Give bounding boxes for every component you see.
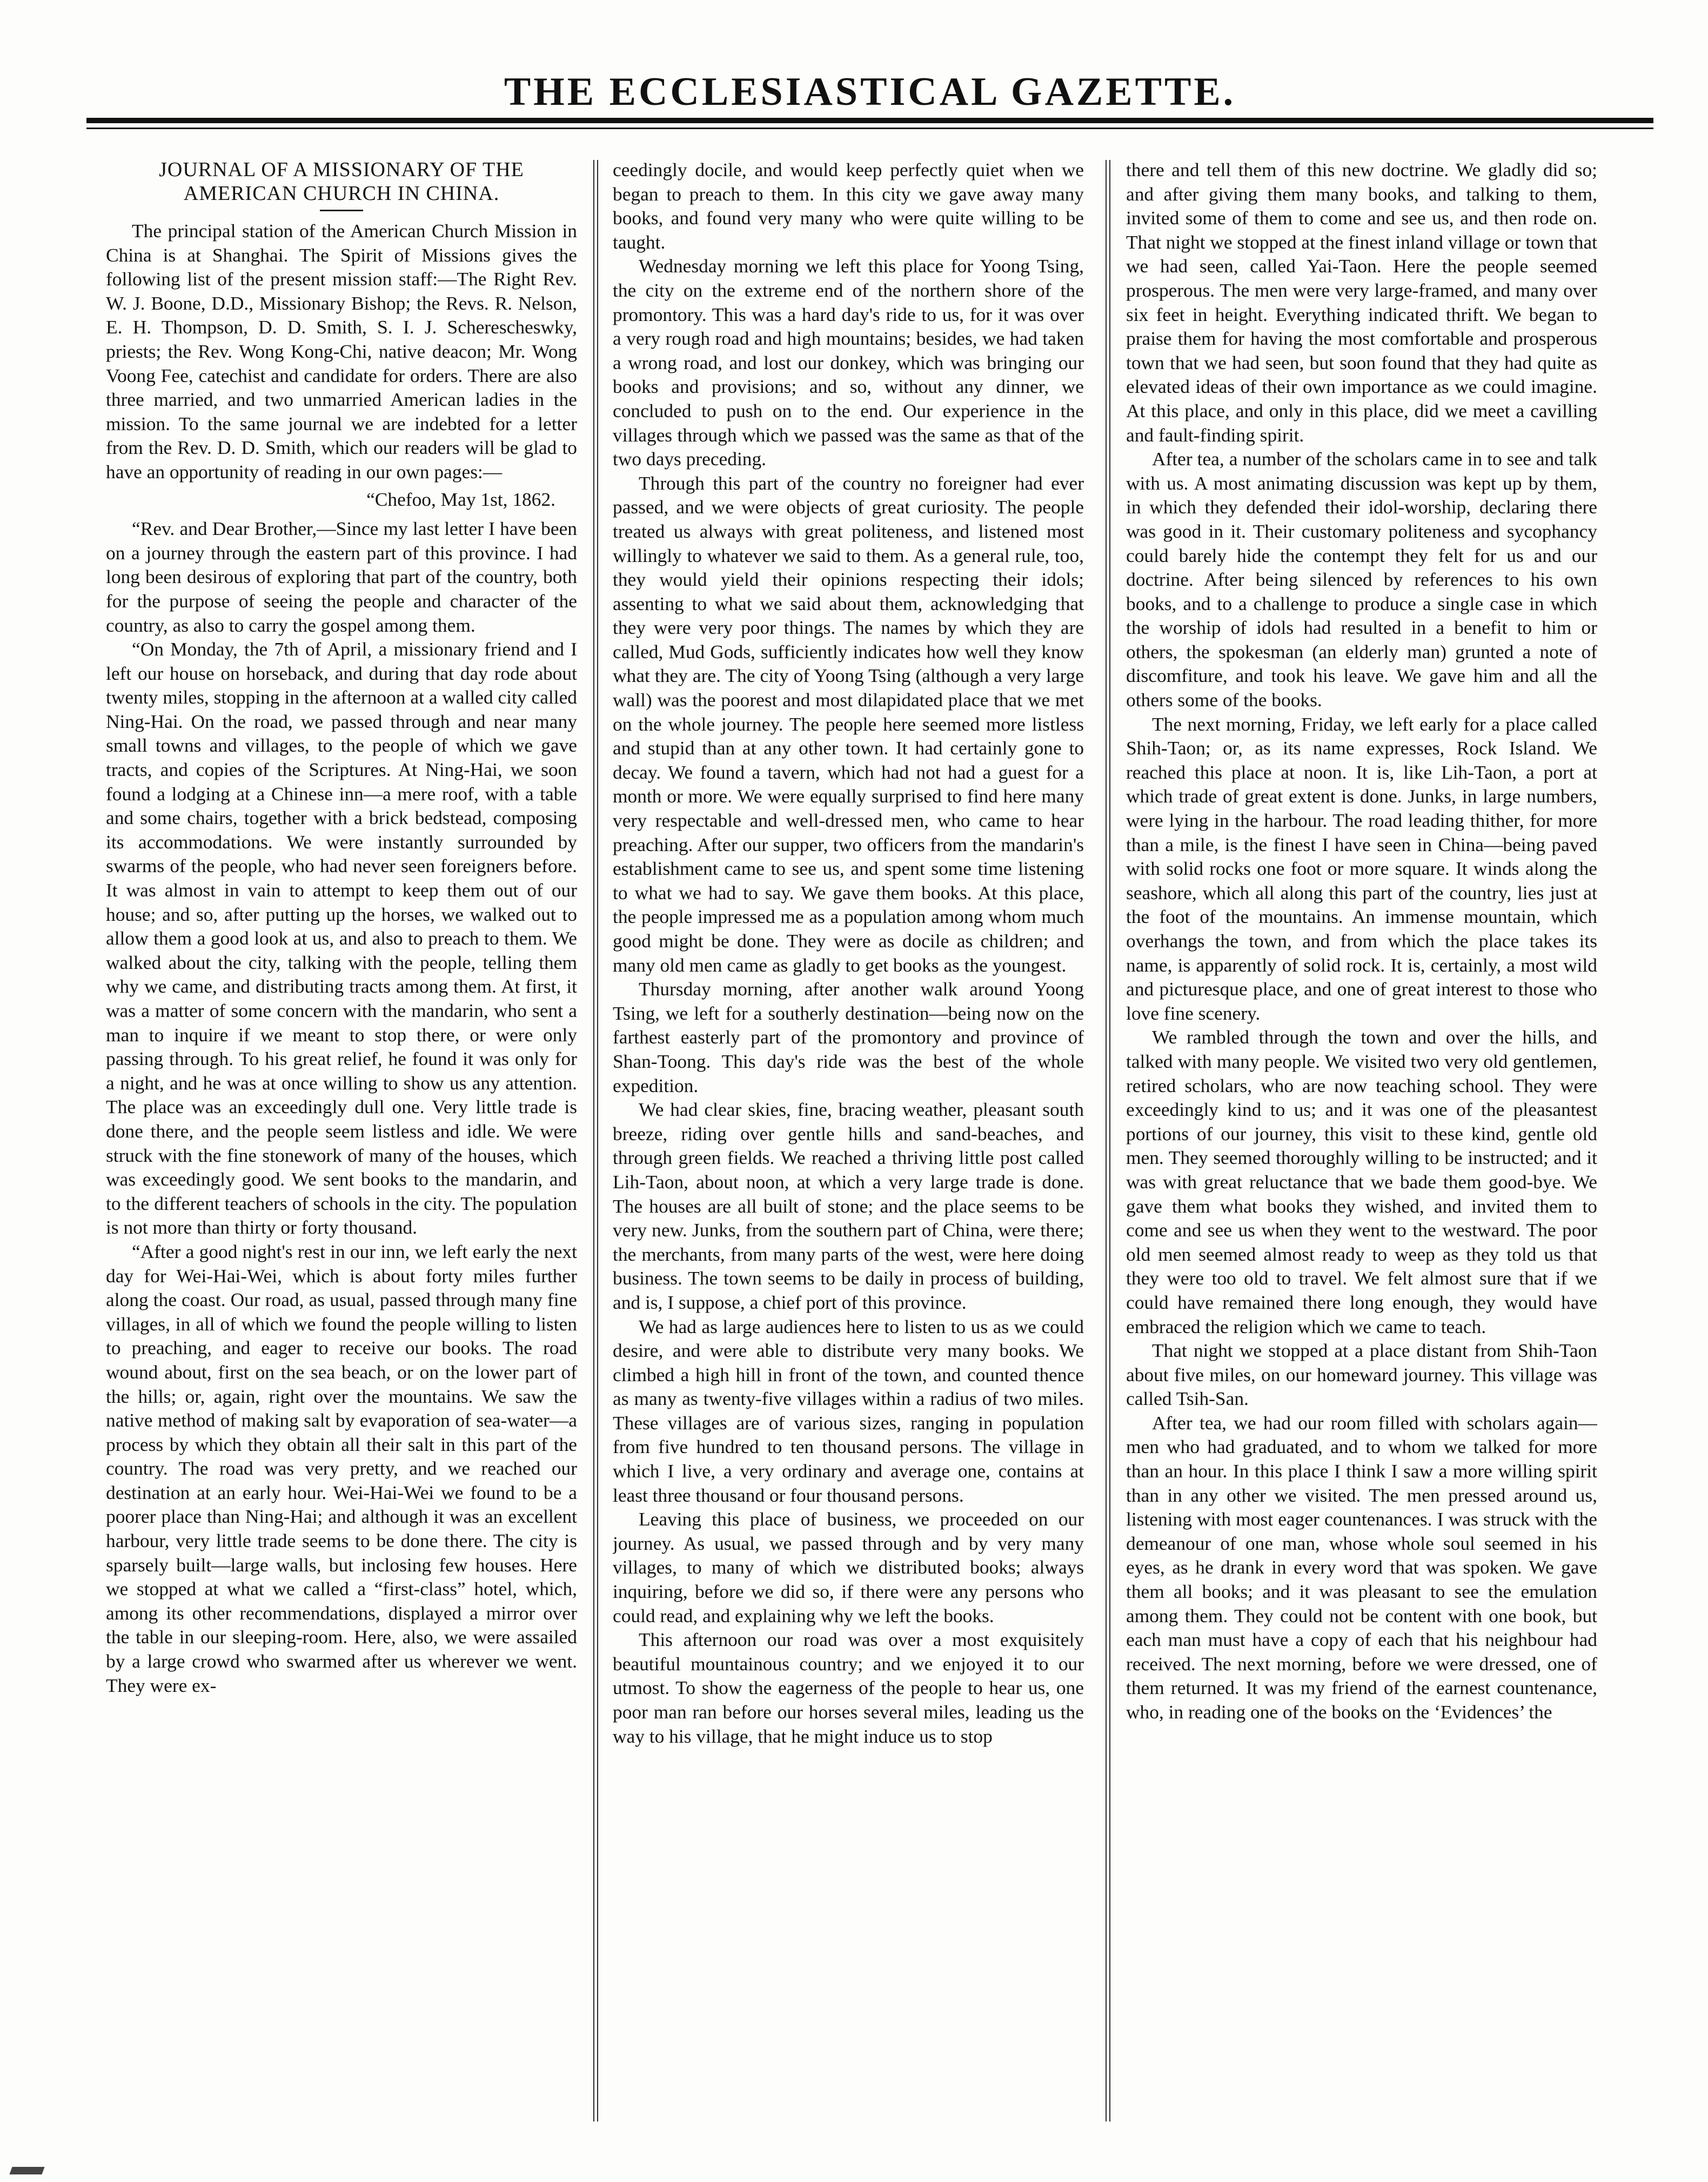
masthead-rule-thin bbox=[86, 128, 1653, 129]
paragraph: That night we stopped at a place distant from Shih-Taon about five miles, on our homeward journey. This village was called Tsih-San. bbox=[1126, 1340, 1597, 1410]
paragraph: We rambled through the town and over the hills, and talked with many people. We visited two very old gentlemen, retired scholars, who are now teaching school. They were exceedingly kind to us; and it was one of the pleasantest portions of our journey, this visit to these kind, gentle old men. They seemed thoroughly willing to be instructed; and it was with great reluctance that we bade them good-bye. We gave them what books they wished, and invited them to come and see us when they went to the westward. The poor old men seemed almost ready to weep as they told us that they were too old to travel. We felt almost sure that if we could have remained there long enough, they would have embraced the religion which we came to teach. bbox=[1126, 1026, 1597, 1337]
paragraph: This afternoon our road was over a most exquisitely beautiful mountainous country; and we enjoyed it to our utmost. To show the eagerness of the people to hear us, one poor man ran before our horses several miles, leading us the way to his village, that he might induce us to stop bbox=[613, 1629, 1084, 1747]
masthead-rule bbox=[86, 118, 1653, 123]
intro-paragraph: The principal station of the American Church Mission in China is at Shanghai. The Spirit of Missions gives the following list of the present mission staff:—The Right Rev. W. J. Boone, D.D., Missionary Bishop; the Revs. R. Nelson, E. H. Thompson, D. D. Smith, S. I. J. Scherescheswky, priests; the Rev. Wong Kong-Chi, native deacon; Mr. Wong Voong Fee, catechist and candidate for orders. There are also three married, and two unmarried American ladies in the mission. To the same journal we are indebted for a letter from the Rev. D. D. Smith, which our readers will be glad to have an opportunity of reading in our own pages:— bbox=[106, 220, 577, 483]
paragraph: “Rev. and Dear Brother,—Since my last letter I have been on a journey through the eastern part of this province. I had long been desirous of exploring that part of the country, both for the purpose of seeing the people and character of the country, as also to carry the gospel among them. bbox=[106, 518, 577, 636]
paragraph: Through this part of the country no foreigner had ever passed, and we were objects of great curiosity. The people treated us always with great politeness, and listened most willingly to whatever we said to them. As a general rule, too, they would yield their opinions respecting their idols; assenting to what we said about them, acknowledging that they were very poor things. The names by which they are called, Mud Gods, sufficiently indicates how well they know what they are. The city of Yoong Tsing (although a very large wall) was the poorest and most dilapidated place that we met on the whole journey. The people here seemed more listless and stupid than at any other town. It had certainly gone to decay. We found a tavern, which had not had a guest for a month or more. We were equally surprised to find here many very respectable and well-dressed men, who came to hear preaching. After our supper, two officers from the mandarin's establishment came to see us, and spent some time listening to what we had to say. We gave them books. At this place, the people impressed me as a population among whom much good might be done. They were as docile as children; and many old men came as gladly to get books as the youngest. bbox=[613, 472, 1084, 976]
column-1 bbox=[106, 158, 577, 2125]
column-divider bbox=[1106, 160, 1107, 2121]
paragraph: “After a good night's rest in our inn, we left early the next day for Wei-Hai-Wei, which is about forty miles further along the coast. Our road, as usual, passed through many fine villages, in all of which we found the people willing to listen to preaching, and eager to receive our books. The road wound about, first on the sea beach, or on the lower part of the hills; or, again, right over the mountains. We saw the native method of making salt by evaporation of sea-water—a process by which they obtain all their salt in this part of the country. The road was very pretty, and we reached our destination at an early hour. Wei-Hai-Wei we found to be a poorer place than Ning-Hai; and although it was an excellent harbour, very little trade seems to be done there. The city is sparsely built—large walls, but inclosing few houses. Here we stopped at what we called a “first-class” hotel, which, among its other recommendations, displayed a mirror over the table in our sleeping-room. Here, also, we were assailed by a large crowd who swarmed after us wherever we went. They were ex- bbox=[106, 1240, 577, 1696]
article-title: JOURNAL OF A MISSIONARY OF THE AMERICAN CHURCH IN CHINA. bbox=[159, 158, 524, 205]
title-rule bbox=[320, 210, 363, 211]
masthead-title: THE ECCLESIASTICAL GAZETTE. bbox=[504, 70, 1236, 114]
paragraph: After tea, a number of the scholars came in to see and talk with us. A most animating discussion was kept up by them, in which they defended their idol-worship, declaring there was good in it. Their customary politeness and sycophancy could barely hide the contempt they felt for us and our doctrine. After being silenced by references to his own books, and to a challenge to produce a single case in which the worship of idols had resulted in a benefit to him or others, the spokesman (an elderly man) grunted a note of discomfiture, and took his leave. We gave him and all the others some of the books. bbox=[1126, 448, 1597, 711]
column-divider bbox=[597, 160, 598, 2121]
paragraph: We had clear skies, fine, bracing weather, pleasant south breeze, riding over gentle hills and sand-beaches, and through green fields. We reached a thriving little post called Lih-Taon, about noon, at which a very large trade is done. The houses are all built of stone; and the place seems to be very new. Junks, from the southern part of China, were there; the merchants, from many parts of the west, were here doing business. The town seems to be daily in process of building, and is, I suppose, a chief port of this province. bbox=[613, 1099, 1084, 1313]
paragraph: Leaving this place of business, we proceeded on our journey. As usual, we passed through and by very many villages, to many of which we distributed books; always inquiring, before we did so, if there were any persons who could read, and explaining why we left the books. bbox=[613, 1508, 1084, 1627]
dateline: “Chefoo, May 1st, 1862. bbox=[366, 488, 555, 510]
paragraph: Wednesday morning we left this place for Yoong Tsing, the city on the extreme end of the northern shore of the promontory. This was a hard day's ride to us, for it was over a very rough road and high mountains; besides, we had taken a wrong road, and lost our donkey, which was bringing our books and provisions; and so, without any dinner, we concluded to push on to the end. Our experience in the villages through which we passed was the same as that of the two days preceding. bbox=[613, 255, 1084, 470]
paragraph: ceedingly docile, and would keep perfectly quiet when we began to preach to them. In this city we gave away many books, and found very many who were quite willing to be taught. bbox=[613, 159, 1084, 253]
paragraph: “On Monday, the 7th of April, a missionary friend and I left our house on horseback, and during that day rode about twenty miles, stopping in the afternoon at a walled city called Ning-Hai. On the road, we passed through and near many small towns and villages, to the people of which we gave tracts, and copies of the Scriptures. At Ning-Hai, we soon found a lodging at a Chinese inn—a mere roof, with a table and some chairs, together with a brick bedstead, composing its accommodations. We were instantly surrounded by swarms of the people, who had never seen foreigners before. It was almost in vain to attempt to keep them out of our house; and so, after putting up the horses, we walked out to allow them a good look at us, and also to preach to them. We walked about the city, talking with the people, telling them why we came, and distributing tracts among them. At first, it was a matter of some concern with the mandarin, who sent a man to inquire if we meant to stop there, or were only passing through. To his great relief, he found it was only for a night, and he was at once willing to show us any attention. The place was an exceedingly dull one. Very little trade is done there, and the people seem listless and idle. We were struck with the fine stonework of many of the houses, which was exceedingly good. We sent books to the mandarin, and to the different teachers of schools in the city. The population is not more than thirty or forty thousand. bbox=[106, 638, 577, 1239]
paragraph: there and tell them of this new doctrine. We gladly did so; and after giving them many books, and talking to them, invited some of them to come and see us, and then rode on. That night we stopped at the finest inland village or town that we had seen, called Yai-Taon. Here the people seemed prosperous. The men were very large-framed, and many over six feet in height. Everything indicated thrift. We began to praise them for having the most comfortable and prosperous town that we had seen, but soon found that they had quite as elevated ideas of their own importance as we could imagine. At this place, and only in this place, did we meet a cavilling and fault-finding spirit. bbox=[1126, 159, 1597, 446]
print-mark bbox=[9, 2167, 44, 2174]
paragraph: Thursday morning, after another walk around Yoong Tsing, we left for a southerly destination—being now on the farthest easterly part of the promontory and province of Shan-Toong. This day's ride was the best of the whole expedition. bbox=[613, 978, 1084, 1096]
paragraph: The next morning, Friday, we left early for a place called Shih-Taon; or, as its name expresses, Rock Island. We reached this place at noon. It is, like Lih-Taon, a port at which trade of great extent is done. Junks, in large numbers, were lying in the harbour. The road leading thither, for more than a mile, is the finest I have seen in China—being paved with solid rocks one foot or more square. It winds along the seashore, which all along this part of the country, lies just at the foot of the mountains. An immense mountain, which overhangs the town, and from which the place takes its name, is apparently of solid rock. It is, certainly, a most wild and picturesque place, and one of great interest to those who love fine scenery. bbox=[1126, 713, 1597, 1024]
column-3 bbox=[1126, 158, 1597, 2125]
paragraph: After tea, we had our room filled with scholars again—men who had graduated, and to whom we talked for more than an hour. In this place I think I saw a more willing spirit than in any other we visited. The men pressed around us, listening with most eager countenances. I was struck with the demeanour of one man, whose whole soul seemed in his eyes, as he drank in every word that was spoken. We gave them all books; and it was pleasant to see the emulation among them. They could not be content with one book, but each man must have a copy of each that his neighbour had received. The next morning, before we were dressed, one of them returned. It was my friend of the earnest countenance, who, in reading one of the books on the ‘Evidences’ the bbox=[1126, 1411, 1597, 1723]
column-2 bbox=[613, 158, 1084, 2125]
paragraph: We had as large audiences here to listen to us as we could desire, and were able to distribute very many books. We climbed a high hill in front of the town, and counted thence as many as twenty-five villages within a radius of two miles. These villages are of various sizes, ranging in population from five hundred to ten thousand persons. The village in which I live, a very ordinary and average one, contains at least three thousand or four thousand persons. bbox=[613, 1315, 1084, 1506]
column-divider bbox=[593, 160, 594, 2121]
column-divider bbox=[1109, 160, 1110, 2121]
masthead bbox=[86, 65, 1653, 146]
